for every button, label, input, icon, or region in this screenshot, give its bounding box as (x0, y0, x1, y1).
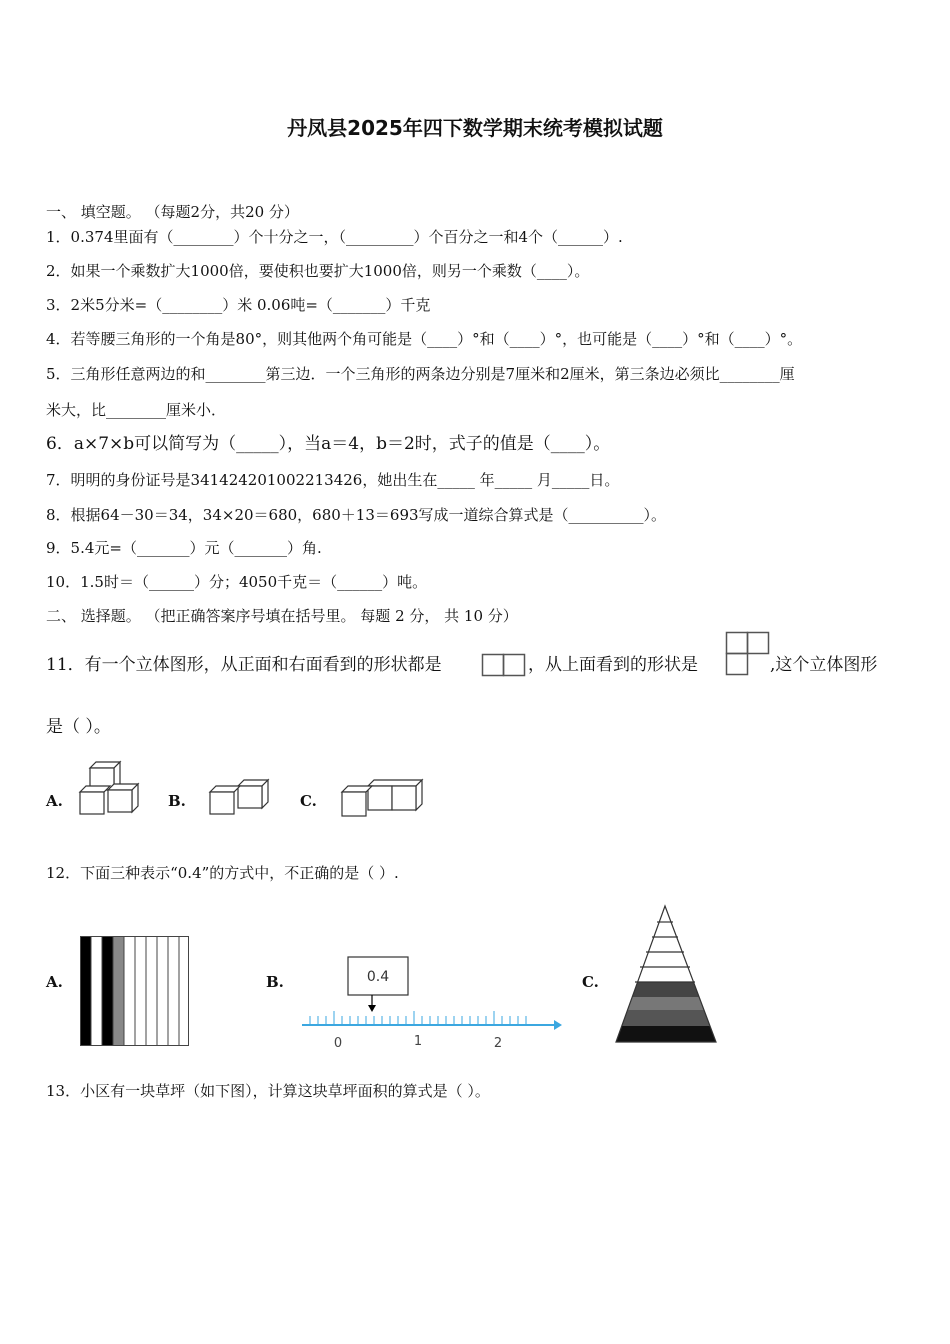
question-3: 3．2米5分米=（________）米 0.06吨=（_______）千克 (46, 296, 431, 314)
option-b-label: B. (266, 973, 284, 991)
question-12: 12．下面三种表示“0.4”的方式中，不正确的是（ ）. (46, 864, 399, 882)
axis-label-2: 2 (493, 1036, 503, 1051)
question-10: 10．1.5时＝（______）分；4050千克＝（______）吨。 (46, 573, 428, 591)
question-7: 7．明明的身份证号是341424201002213426，她出生在_____ 年_____ 月_____日。 (46, 471, 620, 489)
section-heading-fill-in: 一、 填空题。 （每题2分，共20 分） (46, 203, 299, 221)
question-4: 4．若等腰三角形的一个角是80°，则其他两个角可能是（____）°和（____）°，也可能是（____）°和（____）°。 (46, 330, 803, 348)
question-2: 2．如果一个乘数扩大1000倍，要使积也要扩大1000倍，则另一个乘数（____）。 (46, 262, 590, 280)
question-13: 13．小区有一块草坪（如下图），计算这块草坪面积的算式是（ ）。 (46, 1082, 490, 1100)
question-8: 8．根据64－30＝34，34×20＝680，680＋13＝693写成一道综合算式是（__________）。 (46, 506, 667, 524)
value-box-label: 0.4 (366, 969, 390, 985)
option-c-cubes (340, 778, 426, 818)
page-title: 丹凤县2025年四下数学期末统考模拟试题 (287, 116, 663, 140)
option-b-cubes (208, 778, 272, 816)
question-11-text-start: 11．有一个立体图形，从正面和右面看到的形状都是 (46, 655, 442, 675)
number-line-diagram (300, 955, 570, 1055)
option-a-label: A. (46, 792, 63, 810)
question-5-line-2: 米大，比________厘米小． (46, 401, 227, 419)
axis-ticks (310, 1011, 526, 1025)
axis-label-0: 0 (333, 1036, 343, 1051)
question-11-text-continued: 是（ ）。 (46, 717, 111, 737)
question-9: 9．5.4元=（_______）元（_______）角. (46, 539, 322, 557)
section-heading-choice: 二、 选择题。 （把正确答案序号填在括号里。 每题 2 分， 共 10 分） (46, 607, 518, 625)
option-a-cubes (80, 760, 142, 818)
question-5-line-1: 5．三角形任意两边的和________第三边．一个三角形的两条边分别是7厘米和2厘米，第三条边必须比________厘 (46, 365, 795, 383)
option-a-label: A. (46, 973, 63, 991)
top-view-figure (726, 632, 770, 676)
tenths-strip-diagram (80, 936, 192, 1048)
question-1: 1．0.374里面有（________）个十分之一，（_________）个百分之一和4个（______）. (46, 228, 623, 246)
option-c-label: C. (582, 973, 599, 991)
question-11-text-end: ,这个立体图形 (770, 655, 878, 675)
option-c-label: C. (300, 792, 317, 810)
front-view-figure (482, 654, 526, 676)
option-b-label: B. (168, 792, 186, 810)
axis-label-1: 1 (413, 1034, 423, 1049)
question-11-text-middle: ，从上面看到的形状是 (528, 655, 698, 675)
question-6: 6．a×7×b可以简写为（_____），当a＝4，b＝2时，式子的值是（____）。 (46, 434, 611, 454)
triangle-layers-diagram (612, 904, 722, 1046)
